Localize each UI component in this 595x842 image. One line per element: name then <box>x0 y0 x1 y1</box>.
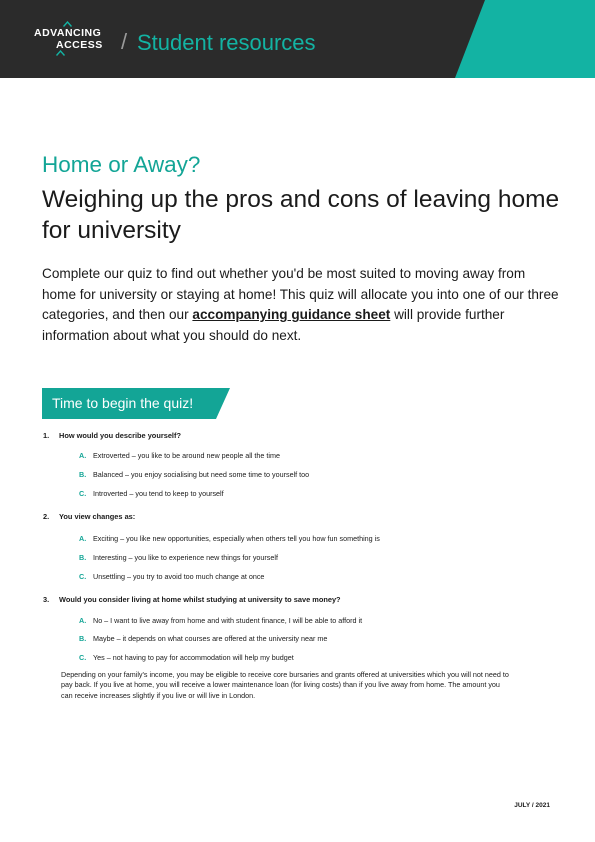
question-text: You view changes as: <box>59 512 136 521</box>
option-text: Introverted – you tend to keep to yourself <box>93 489 224 498</box>
option-letter: B. <box>79 470 87 479</box>
option-letter: C. <box>79 572 87 581</box>
logo-chevron-up-icon <box>56 50 65 56</box>
intro-text-start: Complete our quiz to find out whether you'd be most suited to moving away from home for university or staying at home! This quiz will allocate you into one of our three categories, and then our <box>42 266 559 322</box>
option-letter: B. <box>79 553 87 562</box>
advancing-access-logo <box>34 27 120 61</box>
answer-option[interactable] <box>79 616 362 625</box>
option-text: Maybe – it depends on what courses are offered at the university near me <box>93 634 328 643</box>
intro-text-end: will provide further information about what you should do next. <box>42 307 505 343</box>
logo-chevron-up-icon <box>63 21 72 27</box>
option-text: No – I want to live away from home and with student finance, I will be able to afford it <box>93 616 363 625</box>
answer-option[interactable] <box>79 451 280 460</box>
intro-paragraph <box>42 264 562 346</box>
header-accent-shape <box>455 0 595 78</box>
answer-option[interactable] <box>79 489 224 498</box>
question-text: Would you consider living at home whilst studying at university to save money? <box>59 595 341 604</box>
question-2 <box>43 512 135 521</box>
option-text: Unsettling – you try to avoid too much change at once <box>93 572 265 581</box>
answer-option[interactable] <box>79 572 264 581</box>
section-title: Student resources <box>137 30 316 55</box>
quiz-banner <box>42 388 230 419</box>
option-text: Balanced – you enjoy socialising but need some time to yourself too <box>93 470 310 479</box>
logo-text-line1: ADVANCING <box>34 27 102 39</box>
student-finance-note: Depending on your family's income, you may be eligible to receive core bursaries and grants offered at universities which you will not need to pay back. If you live at home, you will receive a lower maintenance loan (for living costs) than if you live away from home. The amount you can receive increases slightly if you live or will live in London. <box>61 670 509 700</box>
option-letter: C. <box>79 489 87 498</box>
banner-label: Time to begin the quiz! <box>52 395 194 411</box>
answer-option[interactable] <box>79 634 327 643</box>
guidance-sheet-link[interactable]: accompanying guidance sheet <box>192 307 391 322</box>
header-separator: / <box>121 29 128 54</box>
page-title: Weighing up the pros and cons of leaving home for university <box>42 186 560 244</box>
question-1 <box>43 431 181 440</box>
option-text: Exciting – you like new opportunities, especially when others tell you how fun something is <box>93 534 380 543</box>
option-letter: B. <box>79 634 87 643</box>
headline-question: Home or Away? <box>42 152 201 177</box>
option-text: Interesting – you like to experience new things for yourself <box>93 553 278 562</box>
answer-option[interactable] <box>79 470 309 479</box>
option-letter: A. <box>79 451 87 460</box>
page-header <box>0 0 595 78</box>
option-letter: C. <box>79 653 87 662</box>
question-number: 1. <box>43 431 50 440</box>
question-number: 3. <box>43 595 50 604</box>
option-letter: A. <box>79 616 87 625</box>
option-letter: A. <box>79 534 87 543</box>
question-number: 2. <box>43 512 50 521</box>
logo-text-line2: ACCESS <box>56 39 103 51</box>
answer-option[interactable] <box>79 553 278 562</box>
question-text: How would you describe yourself? <box>59 431 181 440</box>
option-text: Extroverted – you like to be around new people all the time <box>93 451 280 460</box>
option-text: Yes – not having to pay for accommodation will help my budget <box>93 653 294 662</box>
answer-option[interactable] <box>79 534 380 543</box>
question-3 <box>43 595 341 604</box>
answer-option[interactable] <box>79 653 294 662</box>
publication-date: JULY / 2021 <box>514 802 550 809</box>
